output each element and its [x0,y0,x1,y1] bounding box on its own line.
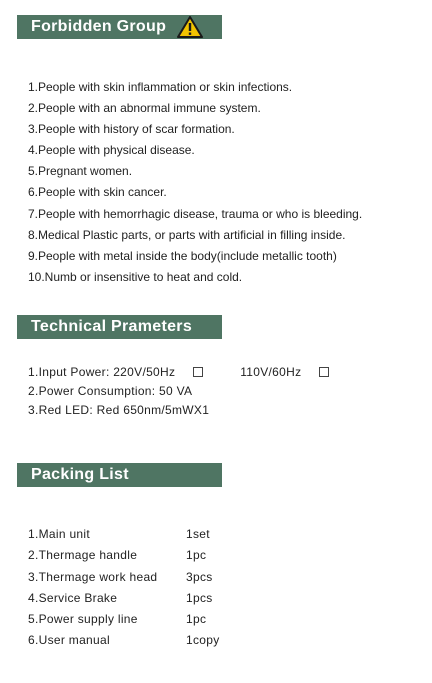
list-item: 5.Pregnant women. [28,164,133,179]
forbidden-list [28,77,362,288]
list-item: 4.People with physical disease. [28,143,195,158]
packing-list-title: Packing List [31,466,129,483]
red-led: 3.Red LED: Red 650nm/5mWX1 [28,403,210,417]
forbidden-group-title: Forbidden Group [31,18,167,35]
power-consumption: 2.Power Consumption: 50 VA [28,384,193,398]
alt-power-label: 110V/60Hz [240,365,302,379]
list-item: 8.Medical Plastic parts, or parts with artificial in filling inside. [28,227,346,242]
list-item: 2.People with an abnormal immune system. [28,101,261,116]
technical-list [28,363,329,420]
list-item: 10.Numb or insensitive to heat and cold. [28,269,243,284]
list-item [28,588,220,609]
packing-list-header [17,463,222,487]
technical-parameters-title: Technical Prameters [31,318,193,335]
forbidden-group-header [17,15,222,39]
list-item: 6.People with skin cancer. [28,185,167,200]
item-name: 6.User manual [28,633,110,648]
technical-parameters-header [17,315,222,339]
item-name: 1.Main unit [28,527,90,541]
item-qty: 1set [186,527,210,541]
list-item: 7.People with hemorrhagic disease, trauma or who is bleeding. [28,206,363,221]
item-qty: 3pcs [186,569,213,584]
list-item [28,609,220,630]
checkbox-110v[interactable] [319,367,329,377]
input-power-label: 1.Input Power: 220V/50Hz [28,365,176,379]
input-power-row [28,363,329,382]
packing-list [28,524,220,652]
item-qty: 1pc [186,548,207,563]
item-qty: 1pc [186,612,207,627]
item-qty: 1copy [186,633,220,648]
item-qty: 1pcs [186,590,213,605]
list-item: 9.People with metal inside the body(include metallic tooth) [28,248,337,263]
list-item [28,545,220,566]
item-name: 3.Thermage work head [28,569,158,584]
checkbox-220v[interactable] [193,367,203,377]
list-item [28,567,220,588]
item-name: 4.Service Brake [28,590,118,605]
warning-icon [177,16,203,38]
item-name: 2.Thermage handle [28,548,138,563]
item-name: 5.Power supply line [28,612,138,627]
list-item: 1.People with skin inflammation or skin infections. [28,80,293,94]
list-item [28,630,220,651]
list-item: 3.People with history of scar formation. [28,122,235,137]
list-item [28,524,220,545]
